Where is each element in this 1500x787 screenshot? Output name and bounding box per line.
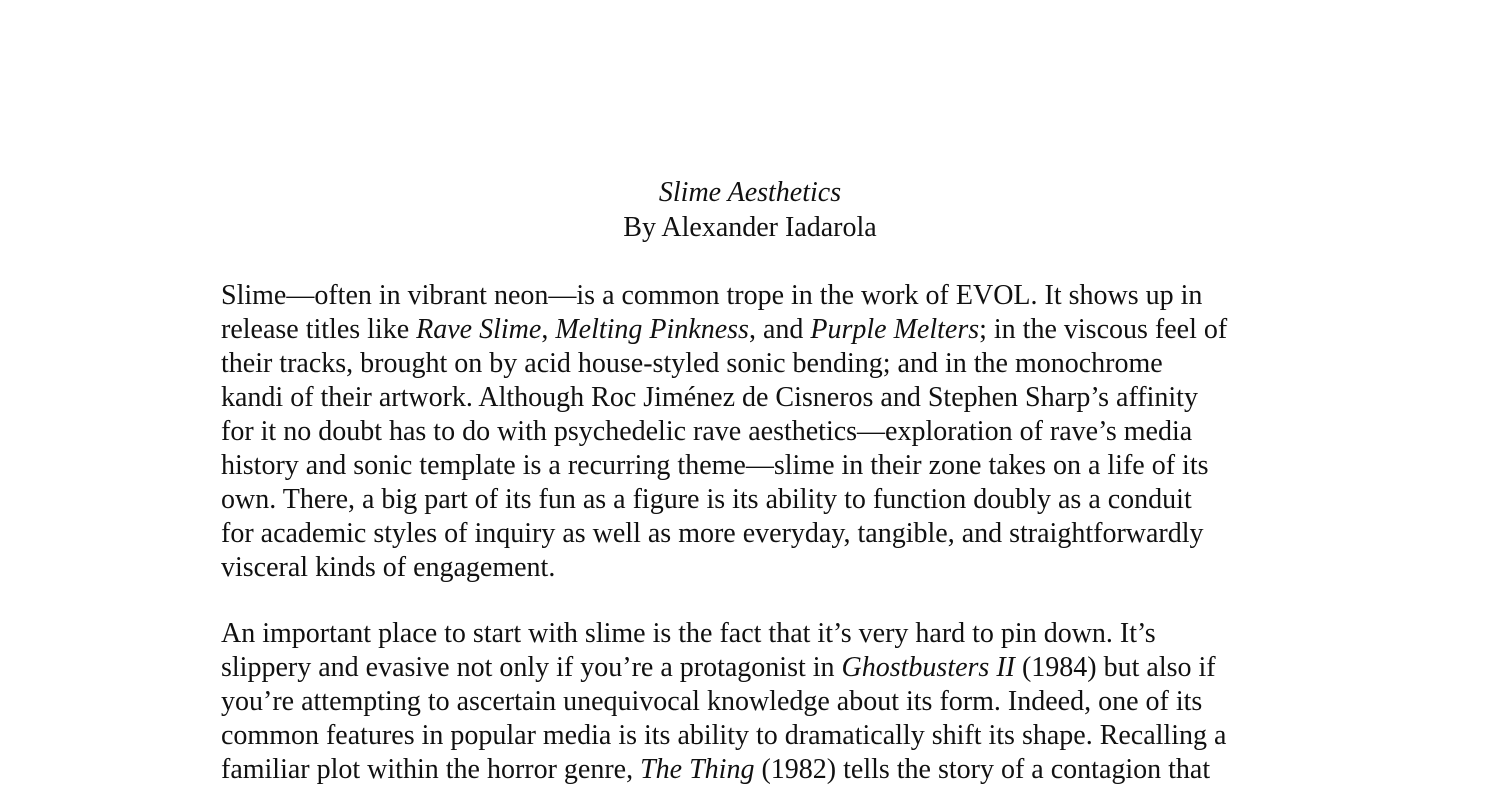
italic-title-text: Ghostbusters II xyxy=(841,652,1015,683)
text-segment: their tracks, brought on by acid house-styled sonic bending; and in the monochrome xyxy=(221,348,1163,379)
text-line xyxy=(221,517,1204,551)
document-author: By Alexander Iadarola xyxy=(623,212,877,243)
italic-title-text: Melting Pinkness xyxy=(555,314,749,345)
text-line xyxy=(221,415,1192,449)
text-segment: kandi of their artwork. Although Roc Jiménez de Cisneros and Stephen Sharp’s affinity xyxy=(221,382,1198,413)
text-line xyxy=(221,279,1202,313)
text-segment: , and xyxy=(748,314,811,345)
text-line xyxy=(221,381,1198,415)
text-line xyxy=(221,313,1227,347)
text-segment: (1982) tells the story of a contagion that xyxy=(754,754,1211,785)
text-segment: history and sonic template is a recurring theme—slime in their zone takes on a life of its xyxy=(221,450,1209,481)
text-segment: , xyxy=(541,314,556,345)
text-line xyxy=(221,483,1192,517)
text-line xyxy=(221,719,1226,753)
document-title: Slime Aesthetics xyxy=(658,177,842,208)
text-line xyxy=(221,753,1210,787)
text-segment: own. There, a big part of its fun as a figure is its ability to function doubly as a conduit xyxy=(221,484,1192,515)
text-segment: familiar plot within the horror genre, xyxy=(221,754,641,785)
text-line xyxy=(221,551,555,585)
text-segment: release titles like xyxy=(221,314,417,345)
italic-title-text: Rave Slime xyxy=(416,314,542,345)
text-segment: for it no doubt has to do with psychedelic rave aesthetics—exploration of rave’s media xyxy=(221,416,1193,447)
text-segment: ; in the viscous feel of xyxy=(979,314,1228,345)
text-segment: (1984) but also if xyxy=(1014,652,1216,683)
text-segment: Slime—often in vibrant neon—is a common trope in the work of EVOL. It shows up in xyxy=(221,280,1203,311)
text-line xyxy=(221,617,1156,651)
text-segment: for academic styles of inquiry as well as more everyday, tangible, and straightforwardly xyxy=(221,518,1204,549)
text-segment: An important place to start with slime is the fact that it’s very hard to pin down. It’s xyxy=(221,618,1156,649)
text-segment: visceral kinds of engagement. xyxy=(221,552,556,583)
text-line xyxy=(221,449,1209,483)
text-segment: common features in popular media is its ability to dramatically shift its shape. Recalling a xyxy=(221,720,1227,751)
italic-title-text: The Thing xyxy=(640,754,755,785)
italic-title-text: Purple Melters xyxy=(810,314,980,345)
text-line xyxy=(221,347,1163,381)
text-segment: slippery and evasive not only if you’re a protagonist in xyxy=(221,652,842,683)
text-line xyxy=(221,651,1216,685)
text-line xyxy=(221,685,1202,719)
text-segment: you’re attempting to ascertain unequivocal knowledge about its form. Indeed, one of its xyxy=(221,686,1203,717)
